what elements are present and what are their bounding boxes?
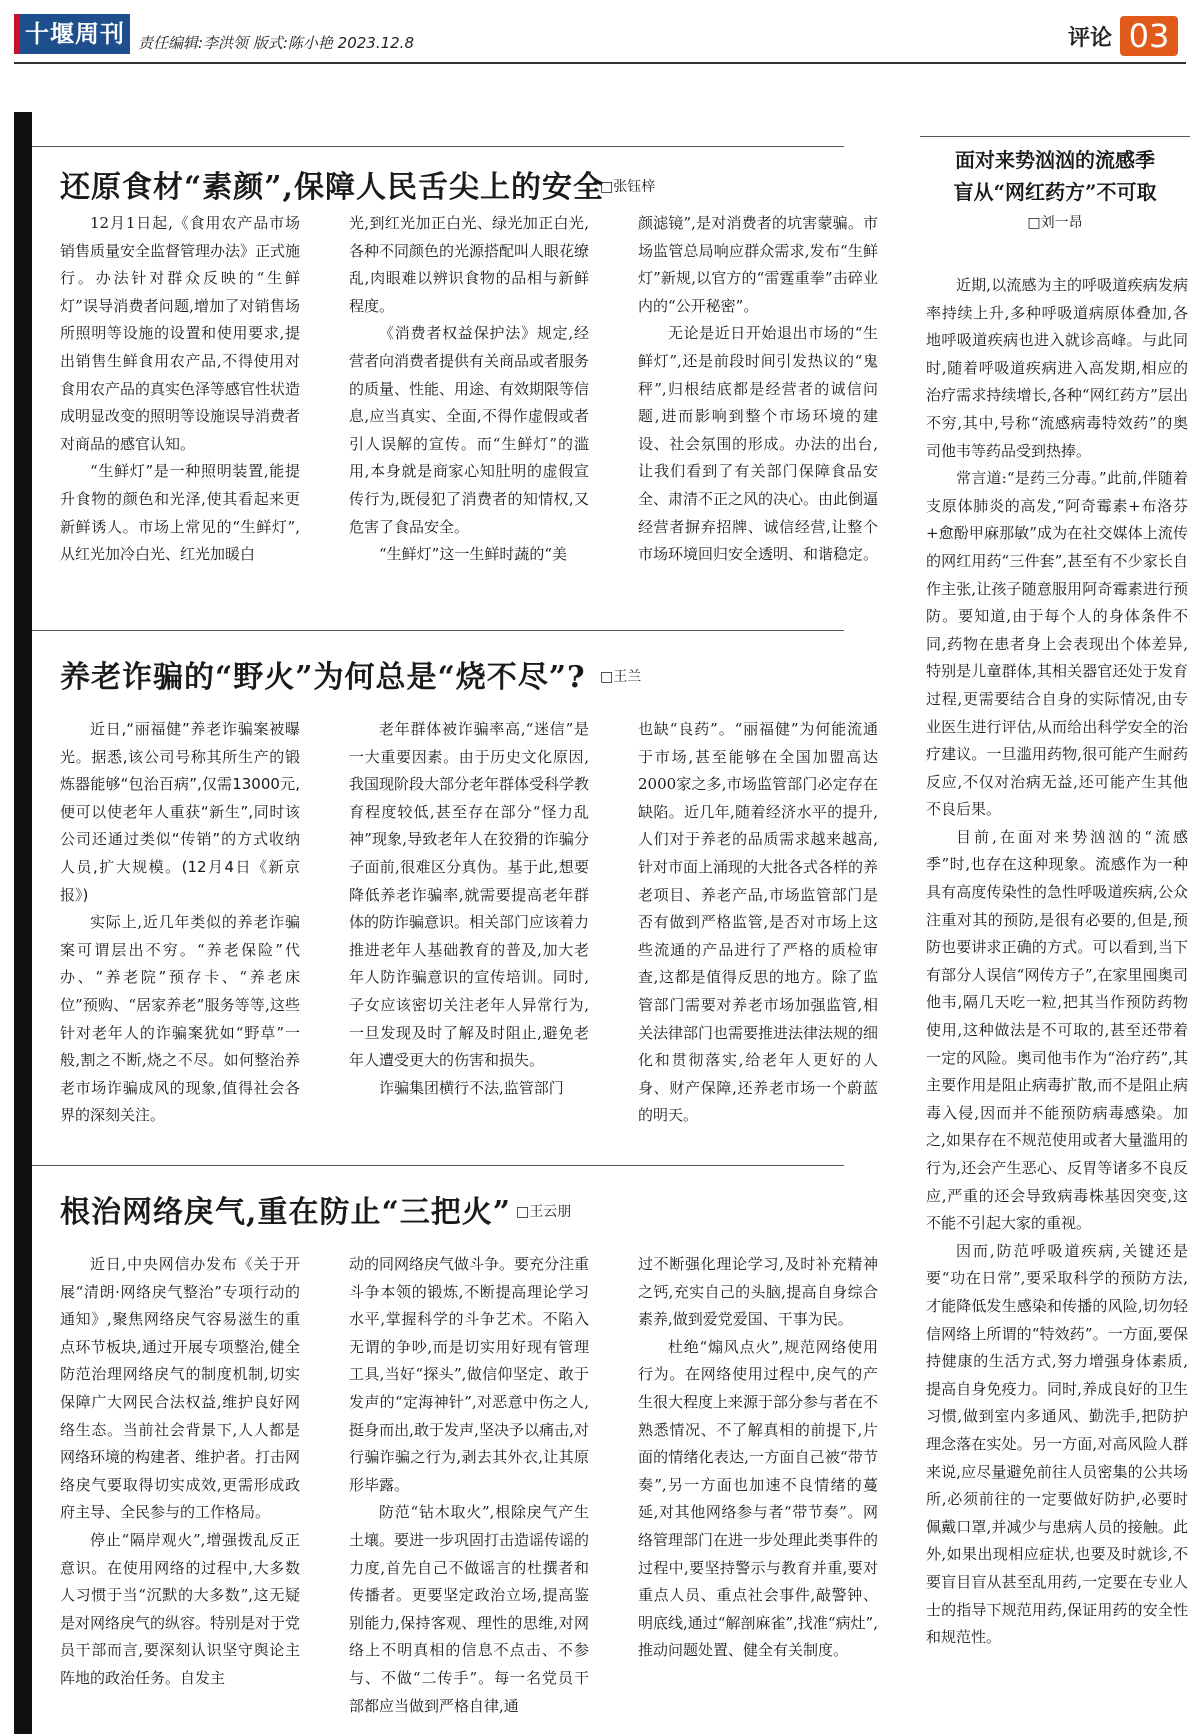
article-author: □张钰梓: [600, 179, 656, 195]
article-column: [60, 210, 300, 569]
paragraph: “生鲜灯”是一种照明装置,能提升食物的颜色和光泽,使其看起来更新鲜诱人。市场上常见的“生鲜灯”,从红光加冷白光、红光加暖白: [60, 462, 300, 564]
sidebar-title: [920, 144, 1190, 208]
paragraph: 近日,中央网信办发布《关于开展“清朗·网络戾气整治”专项行动的通知》,聚焦网络戾气容易滋生的重点环节板块,通过开展专项整治,健全防范治理网络戾气的制度机制,切实保障广大网民合法权益,维护良好网络生态。当前社会背景下,人人都是网络环境的构建者、维护者。打击网络戾气要取得切实成效,更需形成政府主导、全民参与的工作格局。: [60, 1255, 300, 1522]
paragraph: 常言道:“是药三分毒。”此前,伴随着支原体肺炎的高发,“阿奇霉素+布洛芬+愈酚甲麻那敏”成为在社交媒体上流传的网红用药“三件套”,甚至有不少家长自作主张,让孩子随意服用阿奇霉素进行预防。要知道,由于每个人的身体条件不同,药物在患者身上会表现出个体差异,特别是儿童群体,其相关器官还处于发育过程,更需要结合自身的实际情况,由专业医生进行评估,从而给出科学安全的治疗建议。一旦滥用药物,很可能产生耐药反应,不仅对治病无益,还可能产生其他不良后果。: [926, 469, 1188, 819]
sidebar-title-line: 面对来势汹汹的流感季: [955, 148, 1155, 172]
article-body: [60, 716, 878, 1130]
paragraph: 目前,在面对来势汹汹的“流感季”时,也存在这种现象。流感作为一种具有高度传染性的急性呼吸道疾病,公众注重对其的预防,是很有必要的,但是,预防也要讲求正确的方式。可以看到,当下有部分人误信“网传方子”,在家里囤奥司他韦,隔几天吃一粒,把其当作预防药物使用,这种做法是不可取的,甚至还带着一定的风险。奥司他韦作为“治疗药”,其主要作用是阻止病毒扩散,而不是阻止病毒入侵,因而并不能预防病毒感染。加之,如果存在不规范使用或者大量滥用的行为,还会产生恶心、反胃等诸多不良反应,严重的还会导致病毒株基因突变,这不能不引起大家的重视。: [926, 827, 1188, 1233]
paragraph: 《消费者权益保护法》规定,经营者向消费者提供有关商品或者服务的质量、性能、用途、有效期限等信息,应当真实、全面,不得作虚假或者引人误解的宣传。而“生鲜灯”的滥用,本身就是商家心知肚明的虚假宣传行为,既侵犯了消费者的知情权,又危害了食品安全。: [349, 324, 589, 536]
article-column: [60, 716, 300, 1130]
sidebar-top-rule: [920, 136, 1190, 137]
article-column: [349, 716, 589, 1130]
paragraph: 也缺“良药”。“丽福健”为何能流通于市场,甚至能够在全国加盟高达2000家之多,市场监管部门必定存在缺陷。近几年,随着经济水平的提升,人们对于养老的品质需求越来越高,针对市面上涌现的大批各式各样的养老项目、养老产品,市场监管部门是否有做到严格监管,是否对市场上这些流通的产品进行了严格的质检审查,这都是值得反思的地方。除了监管部门需要对养老市场加强监管,相关法律部门也需要推进法律法规的细化和贯彻落实,给老年人更好的人身、财产保障,还养老市场一个蔚蓝的明天。: [638, 720, 878, 1125]
paragraph: 老年群体被诈骗率高,“迷信”是一大重要因素。由于历史文化原因,我国现阶段大部分老年群体受科学教育程度较低,甚至存在部分“怪力乱神”现象,导致老年人在狡猾的诈骗分子面前,很难区分真伪。基于此,想要降低养老诈骗率,就需要提高老年群体的防诈骗意识。相关部门应该着力推进老年人基础教育的普及,加大老年人防诈骗意识的宣传培训。同时,子女应该密切关注老年人异常行为,一旦发现及时了解及时阻止,避免老年人遭受更大的伤害和损失。: [349, 720, 589, 1070]
paragraph: 实际上,近几年类似的养老诈骗案可谓层出不穷。“养老保险”代办、“养老院”预存卡、“养老床位”预购、“居家养老”服务等等,这些针对老年人的诈骗案犹如“野草”一般,割之不断,烧之不尽。如何整治养老市场诈骗成风的现象,值得社会各界的深刻关注。: [60, 913, 300, 1125]
paragraph: 12月1日起,《食用农产品市场销售质量安全监督管理办法》正式施行。办法针对群众反映的“生鲜灯”误导消费者问题,增加了对销售场所照明等设施的设置和使用要求,提出销售生鲜食用农产品,不得使用对食用农产品的真实色泽等感官性状造成明显改变的照明等设施误导消费者对商品的感官认知。: [60, 214, 300, 453]
paragraph: 颜滤镜”,是对消费者的坑害蒙骗。市场监管总局响应群众需求,发布“生鲜灯”新规,以官方的“雷霆重拳”击碎业内的“公开秘密”。: [638, 214, 878, 315]
article-top-rule: [32, 146, 844, 147]
article-top-rule: [32, 630, 844, 631]
paragraph: 防范“钻木取火”,根除戾气产生土壤。要进一步巩固打击造谣传谣的力度,首先自己不做谣言的杜撰者和传播者。更要坚定政治立场,提高鉴别能力,保持客观、理性的思维,对网络上不明真相的信息不点击、不参与、不做“二传手”。每一名党员干部都应当做到严格自律,通: [349, 1503, 589, 1715]
article-elderly-fraud: [32, 630, 878, 1165]
paragraph: 停止“隔岸观火”,增强拨乱反正意识。在使用网络的过程中,大多数人习惯于当“沉默的大多数”,这无疑是对网络戾气的纵容。特别是对于党员干部而言,要深刻认识坚守舆论主阵地的政治任务。自发主: [60, 1530, 300, 1687]
article-author: □王兰: [600, 669, 642, 685]
paragraph: 过不断强化理论学习,及时补充精神之钙,充实自己的头脑,提高自身综合素养,做到爱党爱国、干事为民。: [638, 1255, 878, 1329]
article-column: [638, 716, 878, 1130]
article-online-hostility: [32, 1165, 878, 1734]
paragraph: 无论是近日开始退出市场的“生鲜灯”,还是前段时间引发热议的“鬼秤”,归根结底都是经营者的诚信问题,进而影响到整个市场环境的建设、社会氛围的形成。办法的出台,让我们看到了有关部门保障食品安全、肃清不正之风的决心。由此倒逼经营者摒弃招牌、诚信经营,让整个市场环境回归安全透明、和谐稳定。: [638, 324, 878, 564]
article-food-safety: [32, 146, 878, 634]
sidebar-author: □刘一昂: [1027, 215, 1083, 231]
masthead: [14, 12, 1186, 60]
sidebar-article-flu: [920, 112, 1190, 1734]
sidebar-title-line: 盲从“网红药方”不可取: [953, 180, 1157, 204]
article-title: 养老诈骗的“野火”为何总是“烧不尽”?: [60, 660, 586, 695]
paragraph: 因而,防范呼吸道疾病,关键还是要“功在日常”,要采取科学的预防方法,才能降低发生感染和传播的风险,切勿轻信网络上所谓的“特效药”。一方面,要保持健康的生活方式,努力增强身体素质,提高自身免疫力。同时,养成良好的卫生习惯,做到室内多通风、勤洗手,把防护理念落在实处。另一方面,对高风险人群来说,应尽量避免前往人员密集的公共场所,必须前往的一定要做好防护,必要时佩戴口罩,并减少与患病人员的接触。此外,如果出现相应症状,也要及时就诊,不要盲目盲从甚至乱用药,一定要在专业人士的指导下规范用药,保证用药的安全性和规范性。: [926, 1241, 1188, 1647]
paragraph: 动的同网络戾气做斗争。要充分注重斗争本领的锻炼,不断提高理论学习水平,掌握科学的斗争艺术。不陷入无谓的争吵,而是切实用好现有管理工具,当好“探头”,做信仰坚定、敢于发声的“定海神针”,对恶意中伤之人,挺身而出,敢于发声,坚决予以痛击,对行骗诈骗之行为,剥去其外衣,让其原形毕露。: [349, 1255, 589, 1494]
paragraph: “生鲜灯”这一生鲜时蔬的“美: [379, 545, 568, 564]
paragraph: 诈骗集团横行不法,监管部门: [379, 1078, 564, 1097]
article-column: [349, 210, 589, 569]
sidebar-body: [926, 272, 1188, 1652]
masthead-divider: [14, 62, 1186, 64]
article-body: [60, 210, 878, 569]
article-column: [638, 210, 878, 569]
section-label: 评论: [1067, 26, 1112, 51]
article-author: □王云朋: [516, 1204, 572, 1220]
paragraph: 杜绝“煽风点火”,规范网络使用行为。在网络使用过程中,戾气的产生很大程度上来源于部分参与者在不熟悉情况、不了解真相的前提下,片面的情绪化表达,一方面自己被“带节奏”,另一方面也加速不良情绪的蔓延,对其他网络参与者“带节奏”。网络管理部门在进一步处理此类事件的过程中,要坚持警示与教育并重,要对重点人员、重点社会事件,敲警钟、明底线,通过“解剖麻雀”,找准“病灶”,推动问题处置、健全有关制度。: [638, 1337, 878, 1660]
paragraph: 光,到红光加正白光、绿光加正白光,各种不同颜色的光源搭配叫人眼花缭乱,肉眼难以辨识食物的品相与新鲜程度。: [349, 214, 589, 315]
article-top-rule: [32, 1165, 844, 1166]
article-column: [349, 1251, 589, 1720]
left-margin-bar: [14, 112, 32, 1734]
article-column: [60, 1251, 300, 1720]
paragraph: 近期,以流感为主的呼吸道疾病发病率持续上升,多种呼吸道病原体叠加,各地呼吸道疾病也进入就诊高峰。与此同时,随着呼吸道疾病进入高发期,相应的治疗需求持续增长,各种“网红药方”层出不穷,其中,号称“流感病毒特效药”的奥司他韦等药品受到热捧。: [926, 276, 1188, 460]
article-column: [638, 1251, 878, 1720]
editor-meta: 责任编辑:李洪领 版式:陈小艳 2023.12.8: [138, 34, 414, 52]
article-body: [60, 1251, 878, 1720]
article-title: 根治网络戾气,重在防止“三把火”: [60, 1195, 511, 1230]
newspaper-logo: 十堰周刊: [14, 14, 130, 54]
article-title: 还原食材“素颜”,保障人民舌尖上的安全: [60, 170, 604, 205]
page-number-badge: 03: [1120, 16, 1178, 56]
paragraph: 近日,“丽福健”养老诈骗案被曝光。据悉,该公司号称其所生产的锻炼器能够“包治百病”,仅需13000元,便可以使老年人重获“新生”,同时该公司还通过类似“传销”的方式收纳人员,扩大规模。(12月4日《新京报》): [60, 720, 300, 904]
